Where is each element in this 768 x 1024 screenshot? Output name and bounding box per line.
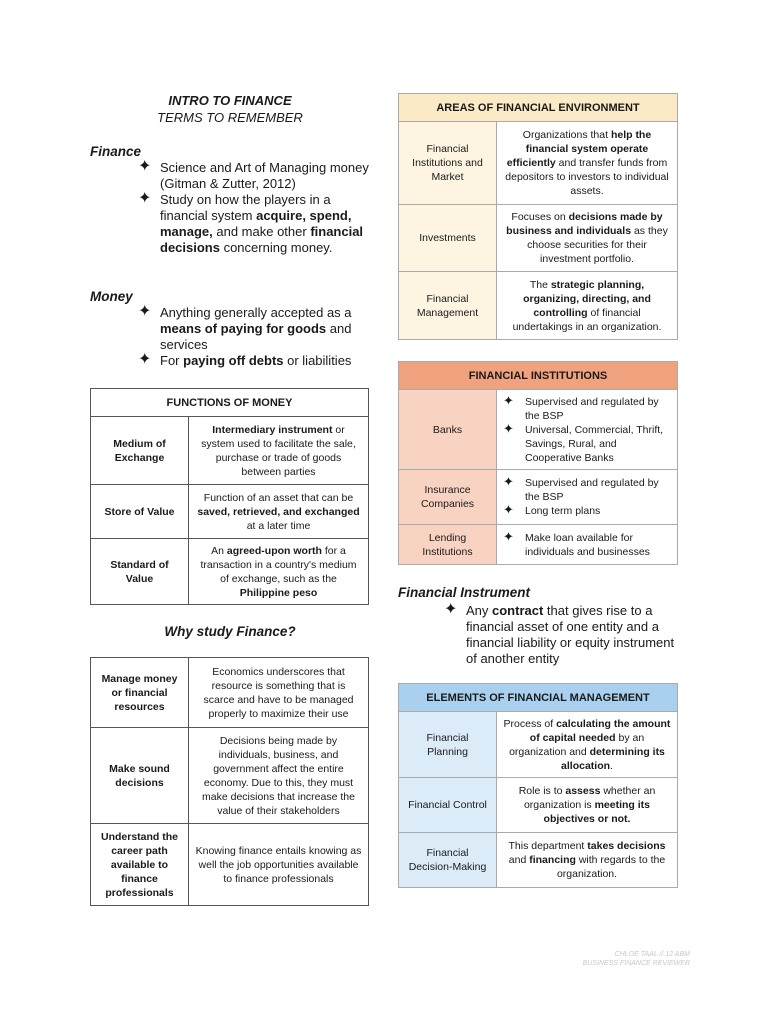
list-item: ✦ Supervised and regulated by the BSP [503, 392, 659, 422]
why-study-table [90, 657, 369, 906]
table-header: AREAS OF FINANCIAL ENVIRONMENT [399, 94, 678, 122]
list-item: ✦ Science and Art of Managing money (Gitman & Zutter, 2012) [138, 158, 369, 191]
row-value: This department takes decisions and financing with regards to the organization. [497, 833, 678, 888]
star-bullet-icon: ✦ [138, 351, 152, 368]
row-value: Knowing finance entails knowing as well the job opportunities available to finance professionals [189, 824, 369, 906]
table-row [91, 485, 369, 539]
page-title: INTRO TO FINANCE [168, 93, 292, 108]
financial-instrument-heading: Financial Instrument [398, 585, 531, 600]
table-header: FINANCIAL INSTITUTIONS [399, 362, 678, 390]
list-item: ✦ Study on how the players in a financial system acquire, spend, manage, and make other financial decisions concerning money. [138, 190, 364, 255]
money-heading: Money [90, 289, 133, 304]
row-value: Intermediary instrument or system used to facilitate the sale, purchase or trade of goods between parties [189, 417, 369, 485]
row-label: Lending Institutions [399, 525, 497, 565]
row-value: An agreed-upon worth for a transaction in a country's medium of exchange, such as the Philippine peso [189, 539, 369, 605]
why-study-heading: Why study Finance? [164, 624, 296, 639]
table-header-row [399, 362, 678, 390]
table-row [91, 417, 369, 485]
elements-financial-management-table [398, 683, 678, 888]
star-bullet-icon: ✦ [138, 190, 152, 207]
star-bullet-icon: ✦ [503, 474, 514, 489]
list-item: ✦ Make loan available for individuals and businesses [503, 528, 650, 558]
list-item: ✦ Long term plans [503, 502, 601, 517]
row-label: Financial Planning [399, 712, 497, 778]
row-value: Process of calculating the amount of capital needed by an organization and determining its allocation. [497, 712, 678, 778]
row-value: Focuses on decisions made by business and individuals as they choose securities for their investment portfolio. [497, 205, 678, 272]
star-bullet-icon: ✦ [503, 528, 514, 544]
table-row [399, 272, 678, 340]
list-item: ✦ Anything generally accepted as a means of paying for goods and services [138, 303, 352, 352]
star-bullet-icon: ✦ [503, 420, 514, 436]
row-value [497, 390, 678, 470]
row-label: Banks [399, 390, 497, 470]
table-row [399, 833, 678, 888]
table-row [399, 390, 678, 470]
row-label: Store of Value [91, 485, 189, 539]
page-subtitle: TERMS TO REMEMBER [157, 110, 303, 125]
list-item: ✦ Universal, Commercial, Thrift, Savings, Rural, and Cooperative Banks [503, 420, 664, 464]
row-value: Organizations that help the financial system operate efficiently and transfer funds from depositors to investors to individual assets. [497, 122, 678, 205]
financial-institutions-table [398, 361, 678, 565]
row-label: Insurance Companies [399, 470, 497, 525]
star-bullet-icon: ✦ [138, 303, 152, 320]
table-row [399, 470, 678, 525]
row-label: Standard of Value [91, 539, 189, 605]
finance-bullets [138, 160, 370, 256]
row-label: Financial Control [399, 778, 497, 833]
table-header-row [399, 684, 678, 712]
row-value: Economics underscores that resource is something that is scarce and have to be managed properly to maximize their use [189, 658, 369, 728]
row-label: Financial Decision-Making [399, 833, 497, 888]
row-value: Function of an asset that can be saved, retrieved, and exchanged at a later time [189, 485, 369, 539]
row-label: Financial Management [399, 272, 497, 340]
star-bullet-icon: ✦ [503, 392, 514, 408]
row-label: Make sound decisions [91, 728, 189, 824]
areas-financial-environment-table [398, 93, 678, 340]
row-label: Medium of Exchange [91, 417, 189, 485]
table-row [91, 824, 369, 906]
row-value [497, 525, 678, 565]
table-row [91, 539, 369, 605]
table-row [399, 778, 678, 833]
table-header-row [399, 94, 678, 122]
row-value: Decisions being made by individuals, business, and government affect the entire economy. Due to this, they must make decisions that increase the value of their stakeholders [189, 728, 369, 824]
footer-author: CHLOE TAAL // 12 ABM [614, 951, 690, 958]
star-bullet-icon: ✦ [503, 502, 514, 517]
list-item: ✦ For paying off debts or liabilities [138, 351, 352, 368]
table-header-row [91, 389, 369, 417]
row-label: Financial Institutions and Market [399, 122, 497, 205]
table-row [91, 728, 369, 824]
table-row [399, 205, 678, 272]
star-bullet-icon: ✦ [138, 158, 152, 175]
table-row [399, 525, 678, 565]
row-label: Investments [399, 205, 497, 272]
functions-of-money-table [90, 388, 369, 605]
finance-heading: Finance [90, 144, 142, 159]
instrument-bullets [444, 603, 684, 667]
row-value [497, 470, 678, 525]
row-label: Manage money or financial resources [91, 658, 189, 728]
table-row [399, 712, 678, 778]
list-item: ✦ Any contract that gives rise to a financial asset of one entity and a financial liability or equity instrument of another entity [444, 601, 675, 666]
list-item: ✦ Supervised and regulated by the BSP [503, 474, 659, 503]
table-row [399, 122, 678, 205]
footer-subject: BUSINESS FINANCE REVIEWER [582, 960, 690, 967]
star-bullet-icon: ✦ [444, 601, 458, 618]
money-bullets [138, 305, 370, 369]
row-value: The strategic planning, organizing, directing, and controlling of financial undertakings in an organization. [497, 272, 678, 340]
table-header: FUNCTIONS OF MONEY [91, 389, 369, 417]
row-value: Role is to assess whether an organization is meeting its objectives or not. [497, 778, 678, 833]
table-row [91, 658, 369, 728]
table-header: ELEMENTS OF FINANCIAL MANAGEMENT [399, 684, 678, 712]
row-label: Understand the career path available to finance professionals [91, 824, 189, 906]
